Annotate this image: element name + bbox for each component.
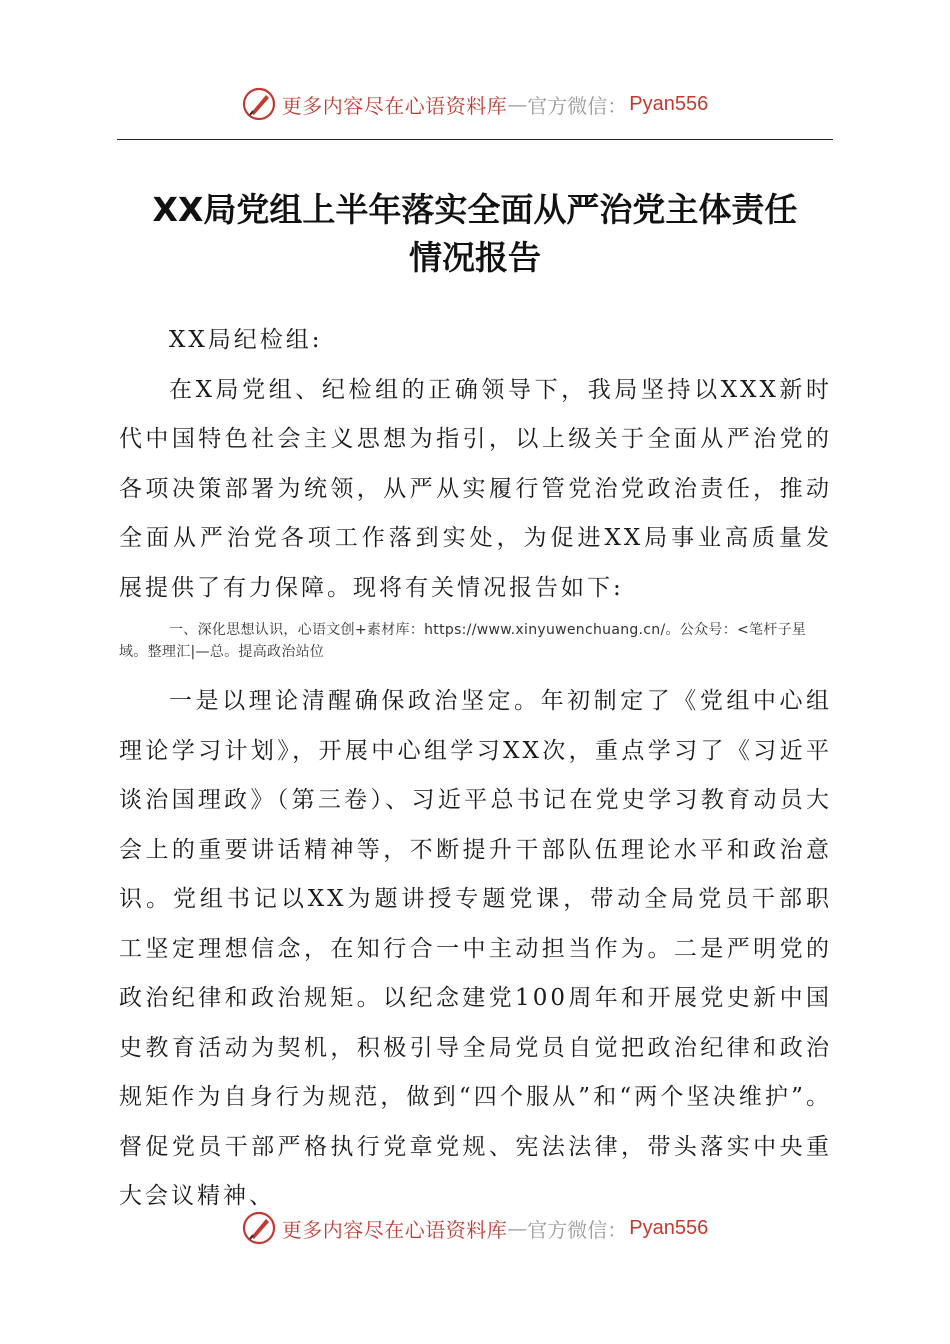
quill-logo-icon: [242, 87, 276, 121]
title-line-1: XX局党组上半年落实全面从严治党主体责任: [152, 190, 798, 229]
salutation: XX局纪检组:: [169, 327, 323, 353]
quill-logo-icon: [242, 1211, 276, 1245]
section-heading-note: 一、深化思想认识，心语文创+素材库：https://www.xinyuwenchuang.cn/。公众号：<笔杆子星域。整理汇|—总。提高政治站位: [119, 622, 807, 660]
title-line-2: 情况报告: [409, 238, 541, 277]
banner-wechat-label: 官方微信：: [527, 93, 628, 118]
header-banner: [0, 84, 950, 124]
banner-dash: —: [507, 92, 528, 116]
body-paragraph: 一是以理论清醒确保政治坚定。年初制定了《党组中心组理论学习计划》，开展中心组学习XX次，重点学习了《习近平谈治国理政》（第三卷）、习近平总书记在党史学习教育动员大会上的重要讲话精神等，不断提升干部队伍理论水平和政治意识。党组书记以XX为题讲授专题党课，带动全局党员干部职工坚定理想信念，在知行合一中主动担当作为。二是严明党的政治纪律和政治规矩。以纪念建党100周年和开展党史新中国史教育活动为契机，积极引导全局党员自觉把政治纪律和政治规矩作为自身行为规范，做到“四个服从”和“两个坚决维护”。督促党员干部严格执行党章党规、宪法法律，带头落实中央重大会议精神、: [119, 688, 832, 1209]
document-body: [119, 316, 832, 1222]
document-title: [110, 186, 840, 282]
footer-banner: [0, 1208, 950, 1248]
banner-wechat-id: Pyan556: [629, 92, 709, 115]
banner-text: 更多内容尽在心语资料库: [281, 93, 508, 118]
header-divider: [117, 139, 833, 140]
banner-dash: —: [507, 1216, 528, 1240]
banner-text: 更多内容尽在心语资料库: [281, 1217, 508, 1242]
banner-wechat-label: 官方微信：: [527, 1217, 628, 1242]
banner-wechat-id: Pyan556: [629, 1216, 709, 1239]
intro-paragraph: 在X局党组、纪检组的正确领导下，我局坚持以XXX新时代中国特色社会主义思想为指引，以上级关于全面从严治党的各项决策部署为统领，从严从实履行管党治党政治责任，推动全面从严治党各项工作落到实处，为促进XX局事业高质量发展提供了有力保障。现将有关情况报告如下:: [119, 376, 832, 601]
